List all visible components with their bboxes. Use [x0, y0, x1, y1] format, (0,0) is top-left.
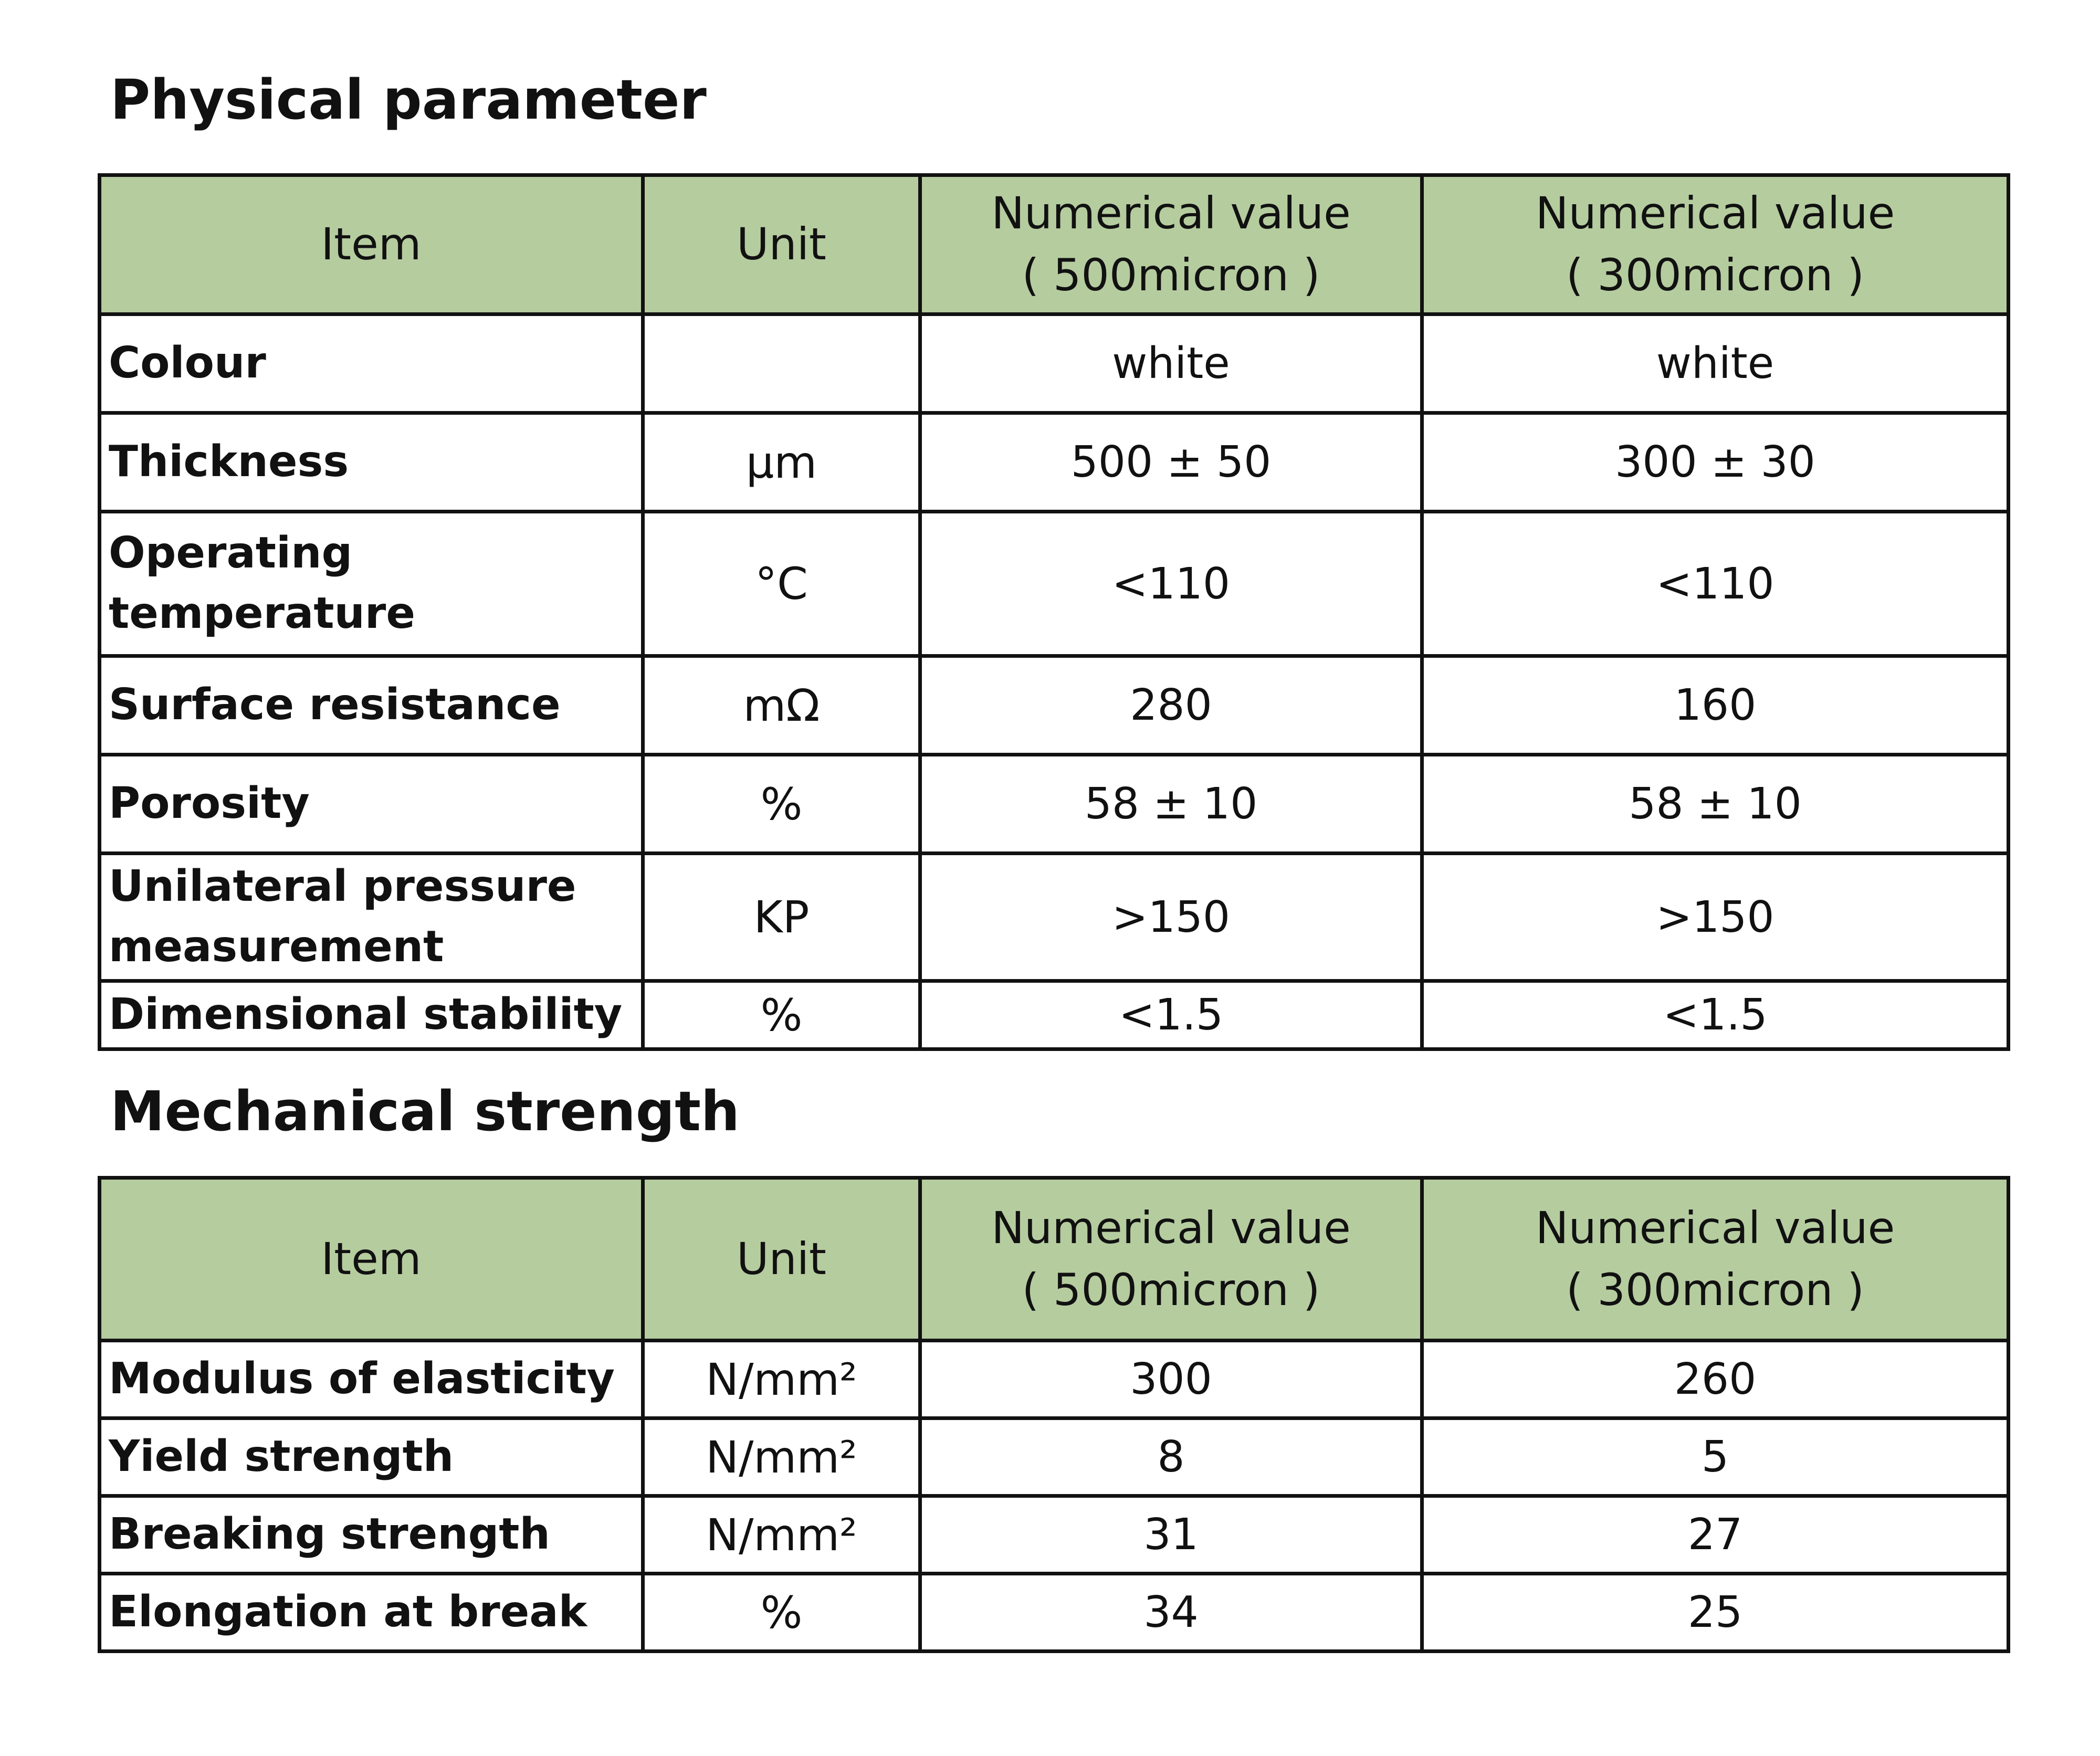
row-item: Modulus of elasticity	[100, 1341, 643, 1418]
row-value-300: 260	[1422, 1341, 2009, 1418]
row-value-500: white	[920, 314, 1422, 413]
header-item: Item	[100, 175, 643, 314]
row-value-500: <110	[920, 512, 1422, 656]
table-row	[100, 656, 2009, 755]
table-row	[100, 1574, 2009, 1652]
row-value-300: 27	[1422, 1496, 2009, 1574]
row-value-500: 8	[920, 1418, 1422, 1496]
row-unit	[643, 314, 920, 413]
row-unit: %	[643, 755, 920, 854]
table-row	[100, 854, 2009, 981]
row-item: Operating temperature	[100, 512, 643, 656]
row-value-300: white	[1422, 314, 2009, 413]
table-row	[100, 413, 2009, 512]
row-item: Yield strength	[100, 1418, 643, 1496]
row-value-300: <1.5	[1422, 981, 2009, 1049]
header-value-500-label: Numerical value	[991, 1202, 1351, 1254]
row-unit: KP	[643, 854, 920, 981]
table-header-row	[100, 1178, 2009, 1341]
header-item: Item	[100, 1178, 643, 1341]
header-unit: Unit	[643, 1178, 920, 1341]
row-item: Breaking strength	[100, 1496, 643, 1574]
row-value-500: >150	[920, 854, 1422, 981]
row-value-300: 5	[1422, 1418, 2009, 1496]
row-unit: mΩ	[643, 656, 920, 755]
row-unit: %	[643, 1574, 920, 1652]
row-value-500: 31	[920, 1496, 1422, 1574]
row-unit: N/mm²	[643, 1418, 920, 1496]
header-value-300-thickness: ( 300micron )	[1566, 1264, 1864, 1316]
table-row	[100, 314, 2009, 413]
row-unit: μm	[643, 413, 920, 512]
table-header-row	[100, 175, 2009, 314]
row-value-300: <110	[1422, 512, 2009, 656]
mechanical-strength-title: Mechanical strength	[110, 1079, 740, 1143]
row-unit: °C	[643, 512, 920, 656]
row-unit: N/mm²	[643, 1341, 920, 1418]
row-value-500: <1.5	[920, 981, 1422, 1049]
header-value-300	[1422, 175, 2009, 314]
header-value-500	[920, 175, 1422, 314]
row-unit: N/mm²	[643, 1496, 920, 1574]
table-row	[100, 1418, 2009, 1496]
row-value-500: 500 ± 50	[920, 413, 1422, 512]
header-value-500-label: Numerical value	[991, 187, 1351, 239]
header-value-300-label: Numerical value	[1535, 187, 1895, 239]
table-row	[100, 1341, 2009, 1418]
header-value-500-thickness: ( 500micron )	[1022, 249, 1320, 301]
row-value-500: 300	[920, 1341, 1422, 1418]
row-item: Unilateral pressure measurement	[100, 854, 643, 981]
row-item: Colour	[100, 314, 643, 413]
row-value-300: >150	[1422, 854, 2009, 981]
table-row	[100, 755, 2009, 854]
row-value-500: 58 ± 10	[920, 755, 1422, 854]
row-item: Porosity	[100, 755, 643, 854]
header-unit: Unit	[643, 175, 920, 314]
row-item: Thickness	[100, 413, 643, 512]
row-item: Dimensional stability	[100, 981, 643, 1049]
physical-parameter-title: Physical parameter	[110, 68, 707, 132]
row-item: Surface resistance	[100, 656, 643, 755]
header-value-500-thickness: ( 500micron )	[1022, 1264, 1320, 1316]
row-value-300: 58 ± 10	[1422, 755, 2009, 854]
header-value-500	[920, 1178, 1422, 1341]
table-row	[100, 512, 2009, 656]
row-value-500: 34	[920, 1574, 1422, 1652]
row-unit: %	[643, 981, 920, 1049]
header-value-300-label: Numerical value	[1535, 1202, 1895, 1254]
physical-parameter-table	[98, 173, 2010, 1051]
table-row	[100, 981, 2009, 1049]
table-row	[100, 1496, 2009, 1574]
row-value-300: 25	[1422, 1574, 2009, 1652]
row-value-500: 280	[920, 656, 1422, 755]
mechanical-strength-table	[98, 1176, 2010, 1653]
row-item: Elongation at break	[100, 1574, 643, 1652]
header-value-300-thickness: ( 300micron )	[1566, 249, 1864, 301]
row-value-300: 300 ± 30	[1422, 413, 2009, 512]
row-value-300: 160	[1422, 656, 2009, 755]
header-value-300	[1422, 1178, 2009, 1341]
